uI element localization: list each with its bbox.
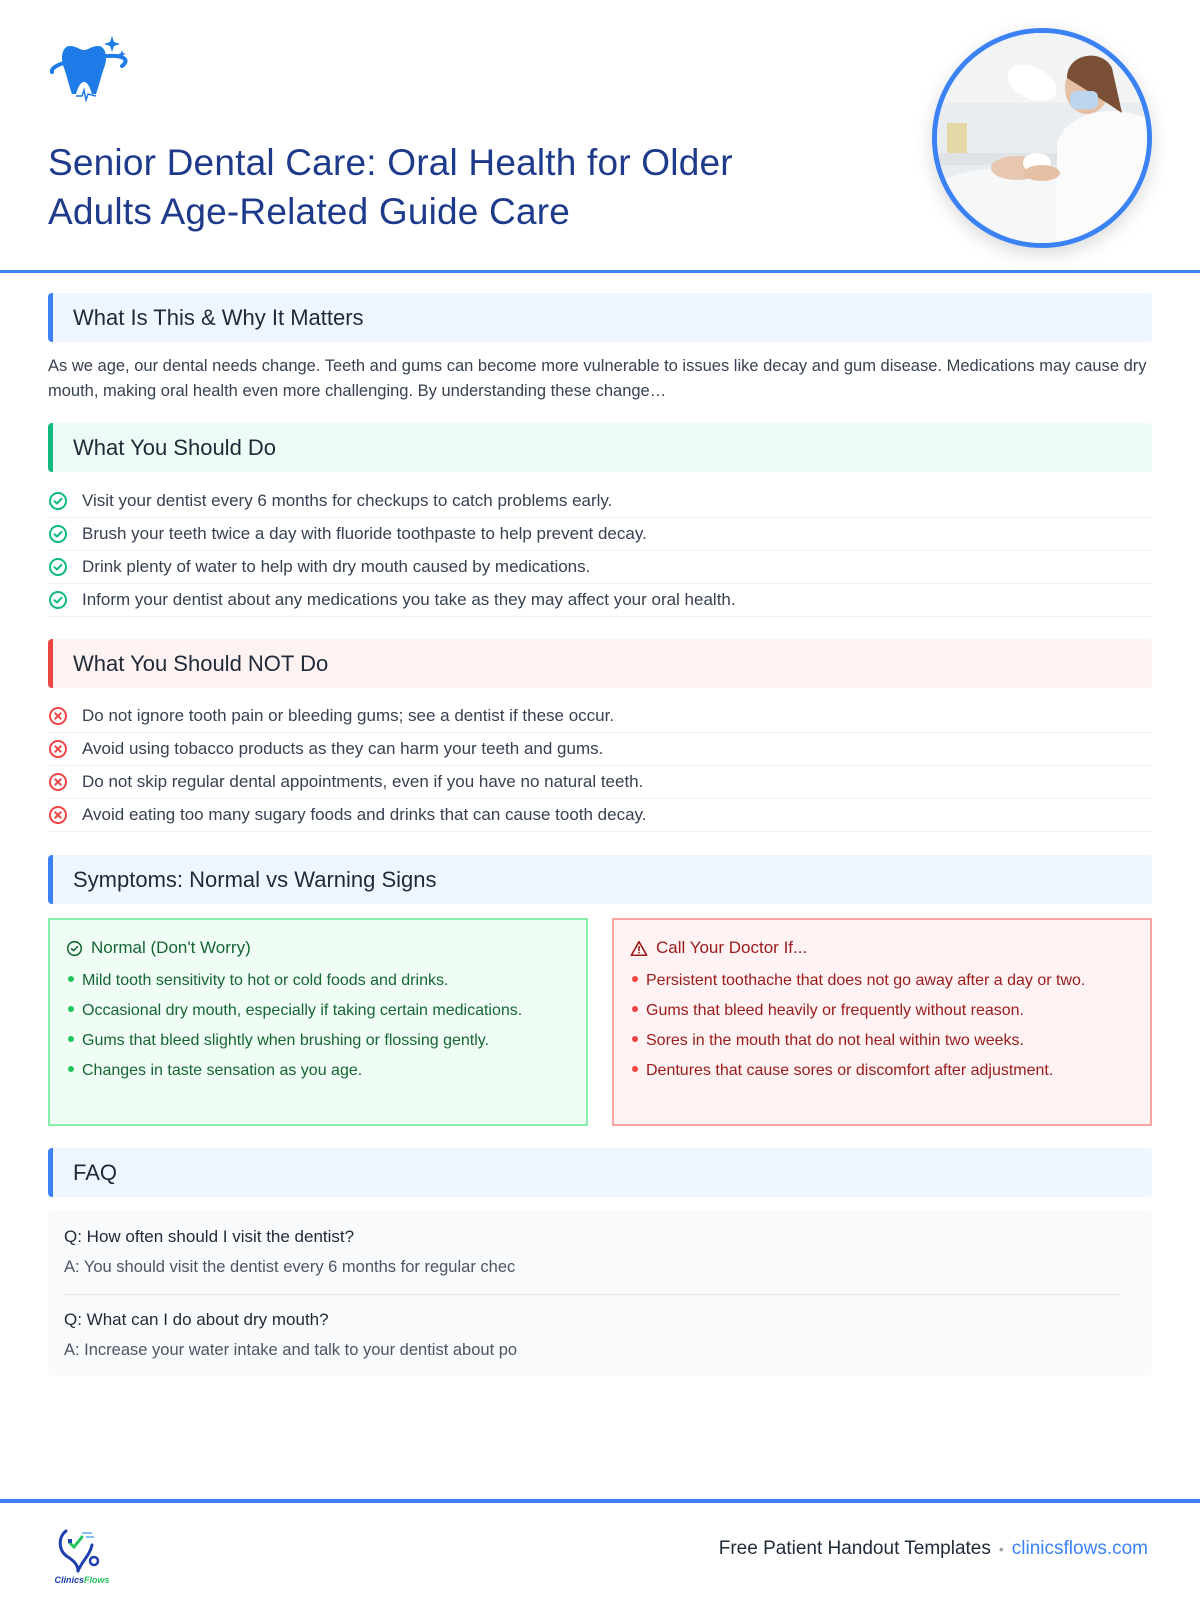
check-circle-icon [48, 491, 68, 511]
footer-credits [719, 1538, 1148, 1560]
faq-item [64, 1294, 1120, 1363]
should-do-list [48, 485, 1152, 617]
footer-link[interactable]: clinicsflows.com [1011, 1538, 1148, 1559]
list-item-text: Do not ignore tooth pain or bleeding gums; see a dentist if these occur. [82, 706, 615, 725]
list-item: Gums that bleed heavily or frequently without reason. [630, 1000, 1134, 1021]
svg-text:ClinicsFlows: ClinicsFlows [54, 1575, 110, 1585]
tooth-logo-icon [48, 32, 130, 102]
list-item-text: Inform your dentist about any medications you take as they may affect your oral health. [82, 590, 736, 609]
x-circle-icon [48, 772, 68, 792]
warning-triangle-icon [630, 940, 648, 957]
page-title [48, 138, 848, 236]
section-header-symptoms [48, 855, 1152, 904]
faq-answer: A: Increase your water intake and talk to your dentist about po [64, 1341, 518, 1359]
footer-separator: • [998, 1541, 1004, 1557]
check-circle-icon [48, 590, 68, 610]
title-line-1: Senior Dental Care: Oral Health for Older [48, 142, 733, 183]
list-item [48, 551, 1152, 584]
list-item: Persistent toothache that does not go away after a day or two. [630, 970, 1134, 991]
check-circle-icon [48, 524, 68, 544]
list-item: Changes in taste sensation as you age. [66, 1060, 570, 1081]
section-header-should-do [48, 423, 1152, 472]
list-item [48, 700, 1152, 733]
list-item [48, 485, 1152, 518]
faq-question: Q: What can I do about dry mouth? [64, 1310, 329, 1329]
warning-symptoms-box [612, 918, 1152, 1126]
title-line-2: Adults Age-Related Guide Care [48, 191, 571, 232]
list-item: Occasional dry mouth, especially if taking certain medications. [66, 1000, 570, 1021]
page-header [0, 0, 1200, 273]
section-title: FAQ [73, 1159, 118, 1185]
list-item-text: Avoid using tobacco products as they can harm your teeth and gums. [82, 739, 604, 758]
section-title: What You Should Do [73, 434, 277, 460]
warning-symptoms-title: Call Your Doctor If... [630, 938, 1134, 958]
normal-symptoms-list [66, 970, 570, 1081]
footer-tagline: Free Patient Handout Templates [718, 1538, 991, 1559]
normal-symptoms-box [48, 918, 588, 1126]
list-item-text: Do not skip regular dental appointments, even if you have no natural teeth. [82, 772, 644, 791]
list-item: Gums that bleed slightly when brushing or flossing gently. [66, 1030, 570, 1051]
list-item [48, 518, 1152, 551]
header-divider [0, 270, 1200, 273]
normal-symptoms-title: Normal (Don't Worry) [66, 938, 570, 958]
section-title: What You Should NOT Do [73, 650, 329, 676]
section-header-should-not-do [48, 639, 1152, 688]
footer-divider [0, 1499, 1200, 1503]
check-circle-icon [66, 940, 83, 957]
list-item [48, 584, 1152, 617]
clinicsflows-logo [52, 1525, 112, 1585]
section-title: What Is This & Why It Matters [73, 304, 364, 330]
check-circle-icon [48, 557, 68, 577]
list-item: Mild tooth sensitivity to hot or cold foods and drinks. [66, 970, 570, 991]
list-item [48, 766, 1152, 799]
list-item: Sores in the mouth that do not heal within two weeks. [630, 1030, 1134, 1051]
warning-symptoms-list [630, 970, 1134, 1081]
intro-paragraph: As we age, our dental needs change. Teeth and gums can become more vulnerable to issues like decay and gum disease. Medications may cause dry mouth, making oral health even more challenging. By understanding these change… [48, 357, 1147, 400]
list-item-text: Avoid eating too many sugary foods and drinks that can cause tooth decay. [82, 805, 647, 824]
list-item [48, 799, 1152, 832]
should-not-do-list [48, 700, 1152, 832]
section-header-what-is [48, 293, 1152, 342]
hero-photo [932, 28, 1152, 248]
section-header-faq [48, 1148, 1152, 1197]
list-item-text: Brush your teeth twice a day with fluoride toothpaste to help prevent decay. [82, 524, 647, 543]
list-item: Dentures that cause sores or discomfort after adjustment. [630, 1060, 1134, 1081]
faq-card [48, 1210, 1152, 1376]
x-circle-icon [48, 805, 68, 825]
faq-answer: A: You should visit the dentist every 6 months for regular chec [64, 1258, 516, 1276]
list-item-text: Visit your dentist every 6 months for checkups to catch problems early. [82, 491, 613, 510]
x-circle-icon [48, 739, 68, 759]
list-item-text: Drink plenty of water to help with dry mouth caused by medications. [82, 557, 591, 576]
list-item [48, 733, 1152, 766]
section-title: Symptoms: Normal vs Warning Signs [73, 866, 437, 892]
faq-question: Q: How often should I visit the dentist? [64, 1227, 355, 1246]
faq-item [64, 1224, 1136, 1280]
x-circle-icon [48, 706, 68, 726]
